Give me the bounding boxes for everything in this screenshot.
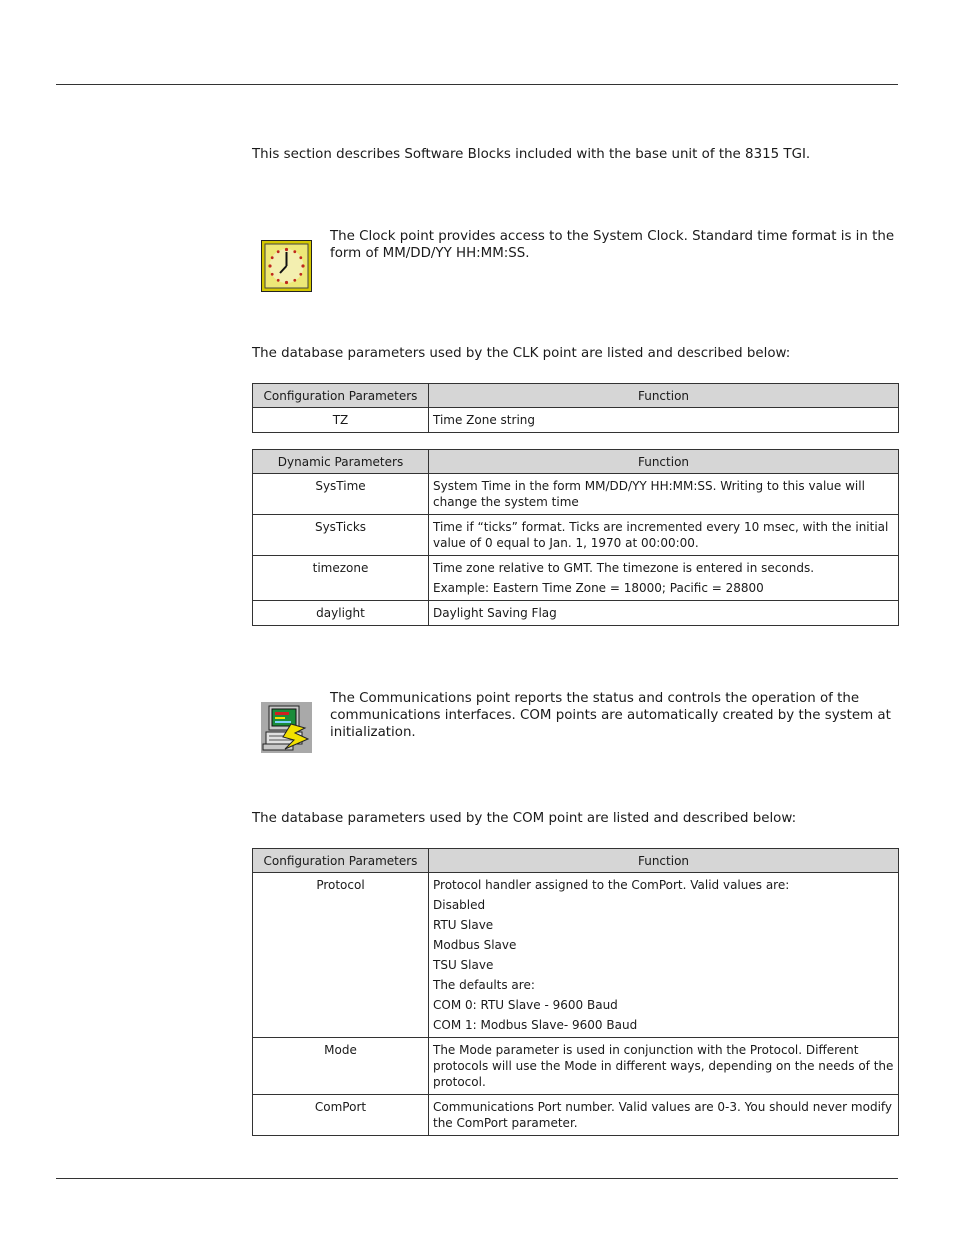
param-name: daylight: [253, 601, 429, 626]
table-row: [253, 1038, 899, 1095]
protocol-option: RTU Slave: [433, 918, 494, 932]
communications-icon: [261, 702, 312, 753]
protocol-option: Disabled: [433, 898, 486, 912]
table-header-row: [253, 849, 899, 873]
com-description: The Communications point reports the status and controls the operation of the communications interfaces. COM points are automatically created by the system at initialization.: [330, 691, 891, 740]
intro-text: This section describes Software Blocks included with the base unit of the 8315 TGI.: [252, 147, 811, 162]
param-function: System Time in the form MM/DD/YY HH:MM:SS. Writing to this value will change the system time: [429, 474, 899, 515]
top-rule: [56, 84, 898, 85]
table-row: [253, 1095, 899, 1136]
param-name: SysTime: [253, 474, 429, 515]
param-function-text: Time zone relative to GMT. The timezone is entered in seconds.: [433, 561, 815, 575]
table-row: [253, 601, 899, 626]
default-value: COM 0: RTU Slave - 9600 Baud: [433, 998, 618, 1012]
clk-config-table: [252, 383, 899, 433]
table-header-row: [253, 450, 899, 474]
column-header: Configuration Parameters: [253, 849, 429, 873]
table-header-row: [253, 384, 899, 408]
param-function-text: Protocol handler assigned to the ComPort. Valid values are:: [433, 878, 790, 892]
param-function: Time if “ticks” format. Ticks are incremented every 10 msec, with the initial value of 0 equal to Jan. 1, 1970 at 00:00:00.: [429, 515, 899, 556]
clk-params-intro: The database parameters used by the CLK point are listed and described below:: [252, 346, 791, 361]
param-function-example: Example: Eastern Time Zone = 18000; Pacific = 28800: [433, 581, 764, 595]
table-row: [253, 556, 899, 601]
param-name: SysTicks: [253, 515, 429, 556]
table-row: [253, 474, 899, 515]
param-name: ComPort: [253, 1095, 429, 1136]
protocol-option: Modbus Slave: [433, 938, 517, 952]
com-config-table: [252, 848, 899, 1136]
column-header: Configuration Parameters: [253, 384, 429, 408]
param-name: TZ: [253, 408, 429, 433]
param-function: [429, 873, 899, 1038]
com-params-intro: The database parameters used by the COM point are listed and described below:: [252, 811, 797, 826]
param-function: Time Zone string: [429, 408, 899, 433]
param-name: Protocol: [253, 873, 429, 1038]
protocol-option: TSU Slave: [433, 958, 494, 972]
clock-description: The Clock point provides access to the System Clock. Standard time format is in the form of MM/DD/YY HH:MM:SS.: [330, 229, 895, 261]
param-function: Daylight Saving Flag: [429, 601, 899, 626]
table-row: [253, 408, 899, 433]
table-row: [253, 873, 899, 1038]
defaults-label: The defaults are:: [433, 978, 535, 992]
param-function: Communications Port number. Valid values are 0-3. You should never modify the ComPort parameter.: [429, 1095, 899, 1136]
column-header: Dynamic Parameters: [253, 450, 429, 474]
column-header: Function: [429, 849, 899, 873]
column-header: Function: [429, 450, 899, 474]
param-function: The Mode parameter is used in conjunction with the Protocol. Different protocols will use the Mode in different ways, depending on the needs of the protocol.: [429, 1038, 899, 1095]
param-function: [429, 556, 899, 601]
bottom-rule: [56, 1178, 898, 1179]
param-name: timezone: [253, 556, 429, 601]
default-value: COM 1: Modbus Slave- 9600 Baud: [433, 1018, 638, 1032]
column-header: Function: [429, 384, 899, 408]
table-row: [253, 515, 899, 556]
clk-dynamic-table: [252, 449, 899, 626]
param-name: Mode: [253, 1038, 429, 1095]
clock-icon: [261, 240, 312, 292]
